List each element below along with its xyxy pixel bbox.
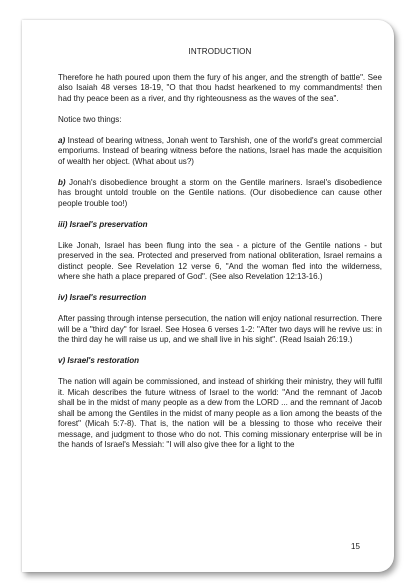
page-header-title: INTRODUCTION — [188, 47, 252, 56]
paragraph-6: After passing through intense persecution, the nation will enjoy national resurrection. There will be a "third day" for Israel. See Hosea 6 verses 1-2: "After two days will he revive us: in the third day he will raise us up, and we shall live in his sight". (Read Isaiah 26:19.) — [58, 314, 382, 344]
section-heading-resurrection: iv) Israel's resurrection — [58, 293, 147, 302]
section-heading-preservation: iii) Israel's preservation — [58, 219, 148, 229]
paragraph-4 — [58, 178, 382, 210]
page-content — [58, 47, 382, 461]
paragraph-4-text: Jonah's disobedience brought a storm on the Gentile mariners. Israel's disobedience has brought untold trouble on the Gentile nations. (Our disobedience can cause other people trouble too!) — [58, 177, 382, 208]
paragraph-3-text: Instead of bearing witness, Jonah went to Tarshish, one of the world's great commercial emporiums. Instead of bearing witness before the nations, Israel has made the acquisition of wealth her object. (What about us?) — [58, 135, 382, 166]
section-heading-restoration: v) Israel's restoration — [58, 356, 140, 365]
paragraph-5: Like Jonah, Israel has been flung into the sea - a picture of the Gentile nations - but preserved in the sea. Protected and preserved from national obliteration, Israel remains a distinct people. See Revelation 12 verse 6, "And the woman fled into the wilderness, where she hath a place prepared of God". (See also Revelation 12:13-16.) — [58, 240, 382, 281]
book-page — [22, 20, 394, 572]
paragraph-1: Therefore he hath poured upon them the fury of his anger, and the strength of battle". See also Isaiah 48 verses 18-19, "O that thou hadst hearkened to my commandments! then had thy peace been as a river, and thy righteousness as the waves of the sea". — [58, 72, 382, 103]
paragraph-3 — [58, 136, 382, 168]
paragraph-2: Notice two things: — [58, 114, 122, 124]
paragraph-7: The nation will again be commissioned, and instead of shirking their ministry, they will fulfil it. Micah describes the future witness of Israel to the world: "And the remnant of Jacob shall be in the midst of many people as a dew from the LORD ... and the remnant of Jacob shall be among the Gentiles in the midst of many people as a lion among the beasts of the forest" (Micah 5:7-8). That is, the nation will be a blessing to those who receive their message, and judgment to those who do not. This coming missionary enterprise will be in the hands of Israel's Messiah: "I will also give thee for a light to the — [58, 377, 382, 449]
paragraph-3-lead: a) — [58, 135, 66, 145]
paragraph-4-lead: b) — [58, 177, 66, 187]
page-number: 15 — [351, 542, 360, 551]
